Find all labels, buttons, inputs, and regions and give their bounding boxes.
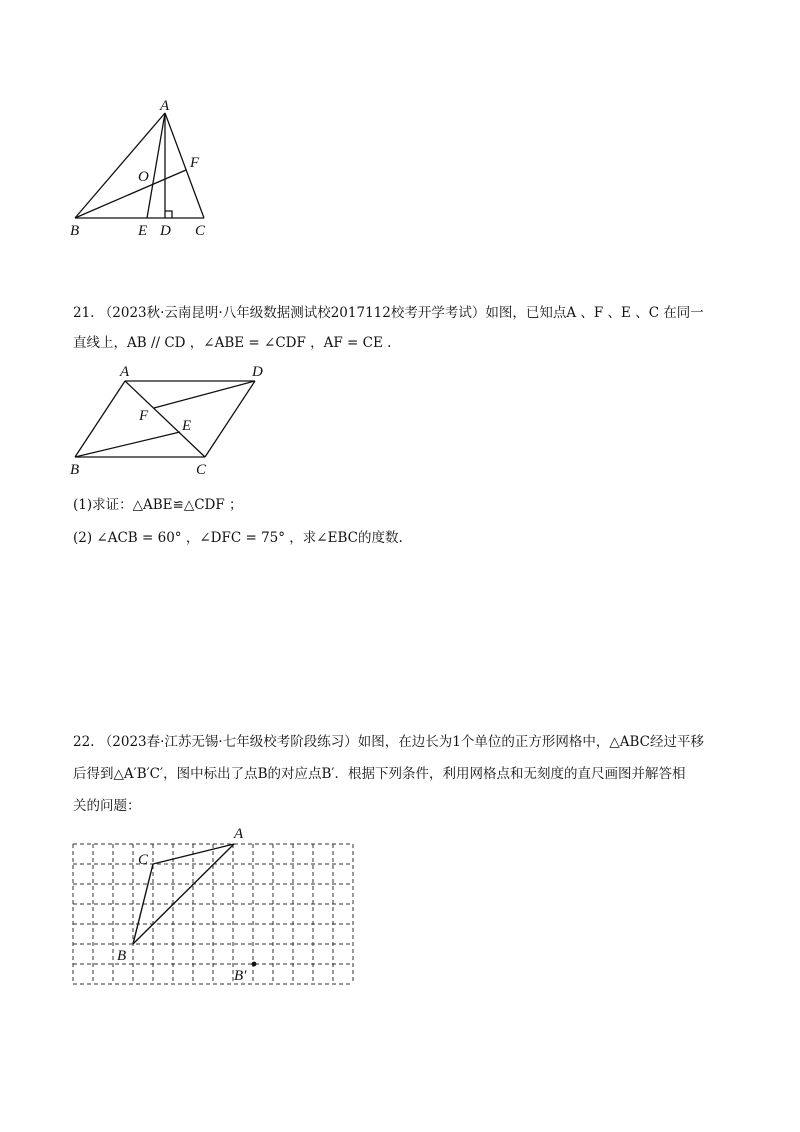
label-D: D (160, 223, 171, 239)
label-B: B (117, 948, 127, 964)
q21-source: （2023秋·云南昆明·八年级数据测试校2017112校考开学考试） (98, 305, 486, 321)
label-F: F (190, 155, 200, 171)
point-b-prime (252, 962, 257, 967)
label-B: B (70, 462, 80, 478)
label-A: A (160, 98, 170, 114)
label-O: O (138, 169, 149, 185)
label-C: C (195, 223, 206, 239)
label-C: C (138, 852, 149, 868)
label-A: A (234, 826, 244, 842)
q21-intro: 如图，已知点A 、F 、E 、C 在同一 (485, 305, 704, 321)
label-A: A (120, 364, 130, 380)
label-F: F (139, 408, 149, 424)
label-B-prime: B′ (234, 968, 247, 984)
q22-intro: 如图，在边长为1个单位的正方形网格中，△ABC经过平移 (357, 734, 704, 750)
q22-number: 22. (73, 734, 95, 750)
label-C: C (196, 462, 207, 478)
q21-part1: (1)求证：△ABE≌△CDF ； (73, 497, 243, 513)
q21-number: 21. (73, 305, 95, 321)
label-E: E (182, 418, 192, 434)
q22-line3: 关的问题： (73, 798, 141, 814)
label-B: B (70, 223, 80, 239)
segment-ab (133, 844, 234, 944)
q22-source: （2023春·江苏无锡·七年级校考阶段练习） (98, 734, 358, 750)
q22-line2: 后得到△A′B′C′，图中标出了点B的对应点B′．根据下列条件，利用网格点和无刻度的直尺画图并解答相 (73, 766, 686, 782)
q21-line2: 直线上，AB // CD ，∠ABE = ∠CDF ，AF = CE . (73, 335, 392, 351)
q21-part2: (2) ∠ACB = 60° ，∠DFC = 75° ，求∠EBC的度数. (73, 530, 403, 546)
label-D: D (252, 364, 263, 380)
label-E: E (138, 223, 148, 239)
